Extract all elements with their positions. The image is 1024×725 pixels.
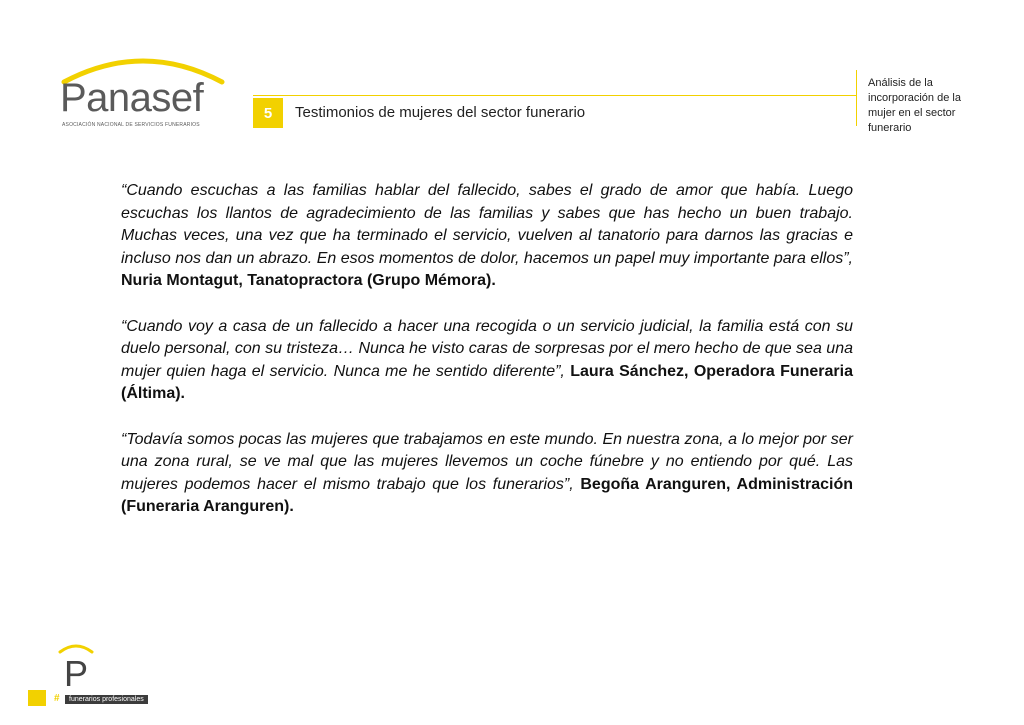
testimony-author: Begoña Aranguren, Administración (Funeraria Aranguren). [121,475,853,516]
footer-tagline: funerarios profesionales [65,695,148,704]
header-divider [253,95,856,96]
testimony-author: Laura Sánchez, Operadora Funeraria (Áltima). [121,362,854,403]
testimony-quote: “Todavía somos pocas las mujeres que trabajamos en este mundo. En nuestra zona, a lo mejor por ser una zona rural, se ve mal que las mujeres llevemos un coche fúnebre y no entiendo por qué. Las mujeres podemos hacer el mismo trabajo que los funerarios”, [121,430,853,493]
testimonies-body [121,180,853,542]
testimony-paragraph [121,180,853,293]
document-side-title: Análisis de la incorporación de la mujer en el sector funerario [868,77,961,134]
footer-hash: # [54,693,60,704]
testimony-quote: “Cuando voy a casa de un fallecido a hacer una recogida o un servicio judicial, la familia está con su duelo personal, con su tristeza… Nunca he visto caras de sorpresas por el mero hecho de que sea una mujer quien haga el servicio. Nunca me he sentido diferente”, [121,317,853,380]
logo-subtitle: ASOCIACIÓN NACIONAL DE SERVICIOS FUNERARIOS [62,122,200,128]
testimony-quote: “Cuando escuchas a las familias hablar del fallecido, sabes el grado de amor que había. Luego escuchas los llantos de agradecimiento de las familias y sabes que has hecho un buen trabajo. Muchas veces, una vez que ha terminado el servicio, vuelven al tanatorio para darnos las gracias e incluso nos dan un abrazo. En esos momentos de dolor, hacemos un papel muy importante para ellos”, [121,182,853,267]
panasef-logo [58,52,228,132]
side-divider [856,70,857,126]
section-title: Testimonios de mujeres del sector funerario [295,104,586,121]
footer-accent-square [28,690,46,706]
testimony-paragraph [121,429,853,519]
section-number-badge: 5 [253,98,283,128]
logo-wordmark: Panasef [60,76,204,120]
footer-p-logo-icon [56,642,96,692]
footer-logo-letter: P [64,653,89,692]
testimony-paragraph [121,316,853,406]
testimony-author: Nuria Montagut, Tanatopractora (Grupo Mémora). [121,272,496,290]
